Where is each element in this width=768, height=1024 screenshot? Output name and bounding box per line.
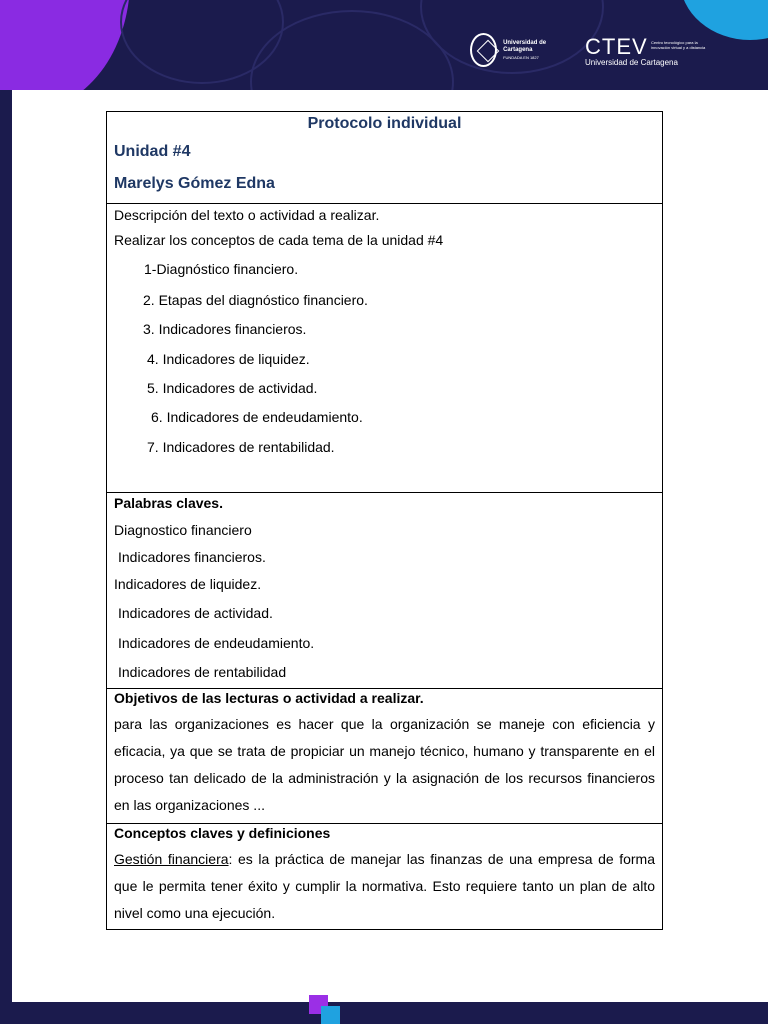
list-item: 7. Indicadores de rentabilidad.: [147, 439, 335, 455]
document-title: Protocolo individual: [307, 115, 462, 132]
list-item: 1-Diagnóstico financiero.: [144, 261, 299, 277]
purple-circle-decoration: [0, 0, 130, 90]
header-banner: [0, 0, 768, 90]
term-definition: : es la práctica de manejar las finanzas de una empresa de forma que le permita tener éxito y cumplir la normativa. Esto requiere tanto un plan de alto nivel como una ejecución.: [114, 851, 655, 921]
protocol-table: [106, 111, 663, 930]
keyword-item: Indicadores de liquidez.: [114, 576, 262, 592]
list-item: 6. Indicadores de endeudamiento.: [151, 409, 363, 425]
description-intro: Realizar los conceptos de cada tema de la unidad #4: [114, 232, 444, 248]
concepts-text: [114, 846, 655, 927]
university-seal-icon: [470, 33, 497, 67]
blue-circle-decoration: [680, 0, 768, 40]
ctev-logo: [585, 36, 710, 70]
list-item: 5. Indicadores de actividad.: [147, 380, 318, 396]
objectives-cell: [107, 688, 662, 823]
list-item: 3. Indicadores financieros.: [143, 321, 307, 337]
list-item: 4. Indicadores de liquidez.: [147, 351, 310, 367]
ctev-subtitle: Universidad de Cartagena: [585, 58, 678, 67]
unit-label: Unidad #4: [114, 143, 191, 160]
keyword-item: Indicadores financieros.: [118, 549, 266, 565]
udc-logo: [470, 30, 560, 70]
objectives-text: para las organizaciones es hacer que la organización se maneje con eficiencia y eficacia, ya que se trata de propiciar un manejo técnico, humano y transparente en el proceso tan delicado de la administración y la asignación de los recursos financieros en las organizaciones ...: [114, 716, 655, 813]
keyword-item: Indicadores de actividad.: [118, 605, 273, 621]
concepts-cell: [107, 823, 662, 929]
list-item: 2. Etapas del diagnóstico financiero.: [143, 292, 368, 308]
ctev-logo-text: CTEV: [585, 34, 648, 59]
description-cell: [107, 203, 662, 492]
author-name: Marelys Gómez Edna: [114, 175, 275, 192]
description-heading: Descripción del texto o actividad a realizar.: [114, 207, 380, 223]
ctev-tagline: Centro tecnológico para la innovación virtual y a distancia: [651, 40, 706, 50]
term-gestion-financiera: Gestión financiera: [114, 851, 229, 867]
udc-logo-name: Universidad de Cartagena: [503, 39, 547, 53]
keyword-item: Indicadores de rentabilidad: [118, 664, 287, 680]
keyword-item: Diagnostico financiero: [114, 522, 252, 538]
keywords-heading: Palabras claves.: [114, 495, 223, 511]
footer-blue-square: [321, 1006, 340, 1024]
keywords-cell: [107, 492, 662, 688]
header-cell: [107, 112, 662, 203]
keyword-item: Indicadores de endeudamiento.: [118, 635, 315, 651]
objectives-heading: Objetivos de las lecturas o actividad a realizar.: [114, 690, 424, 706]
concepts-heading: Conceptos claves y definiciones: [114, 825, 331, 841]
udc-logo-motto: FUNDADA EN 1827: [503, 54, 539, 60]
